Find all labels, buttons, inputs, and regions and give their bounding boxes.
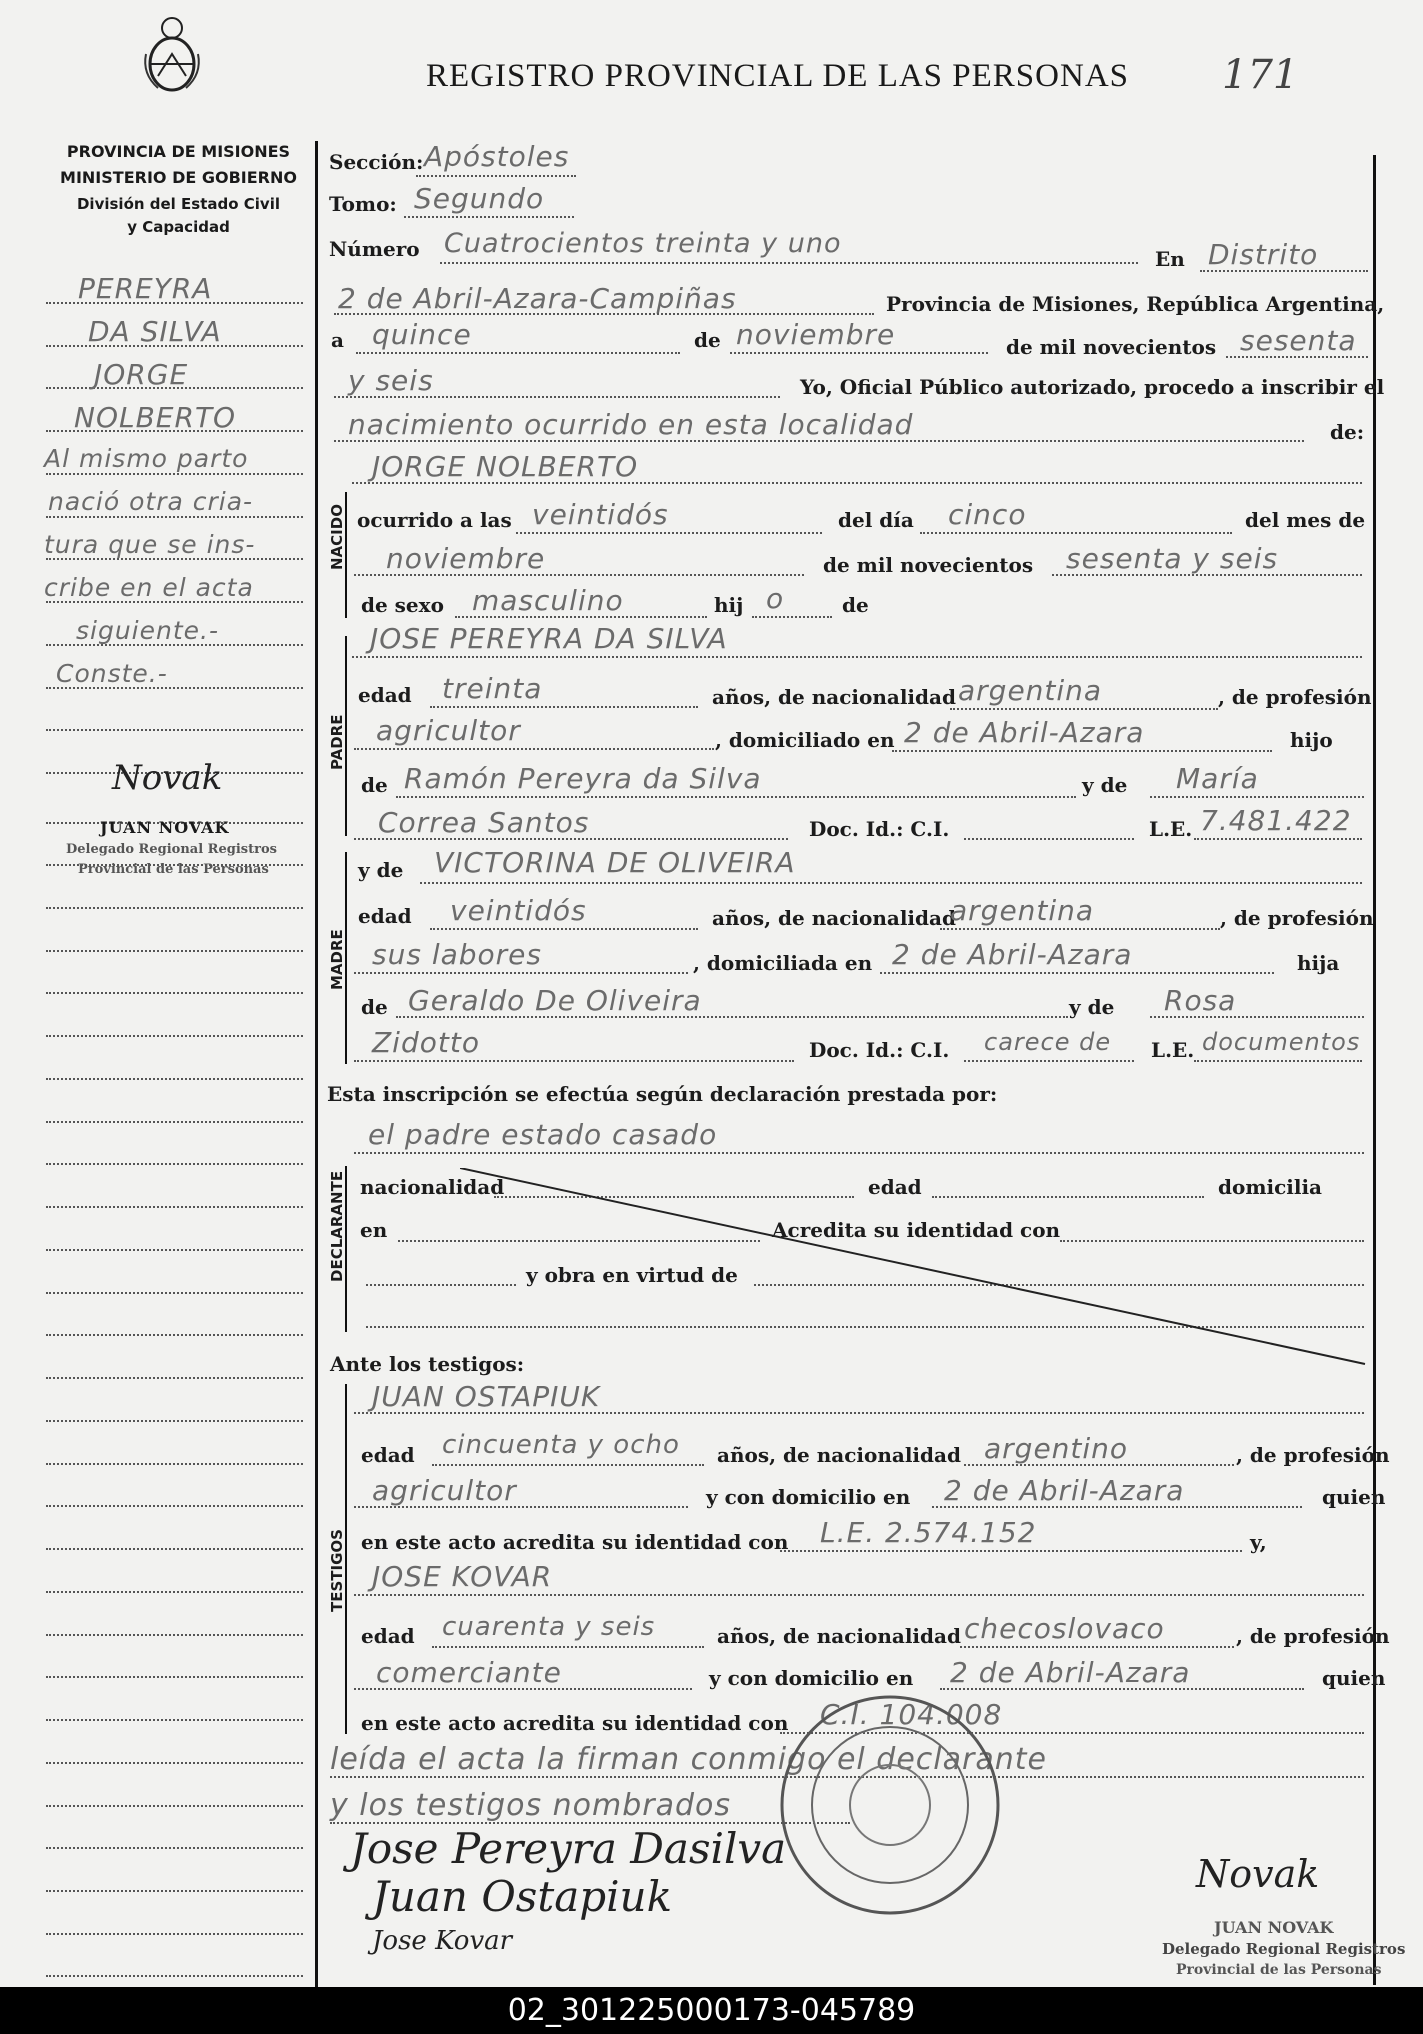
value-madre-ci: carece de — [984, 1028, 1112, 1056]
label-mil-novecientos: de mil novecientos — [1006, 335, 1217, 359]
margin-note-line: Al mismo parto — [44, 444, 249, 473]
label-seccion: Sección: — [329, 150, 424, 174]
label-t2-quien: quien — [1322, 1666, 1386, 1690]
label-decl-domicilia: domicilia — [1218, 1175, 1323, 1199]
label-t1-edad: edad — [361, 1443, 415, 1467]
signature-testigo1: Juan Ostapiuk — [372, 1872, 673, 1921]
value-anio-nac: sesenta y seis — [1066, 542, 1279, 575]
margin-note-line: PEREYRA — [78, 272, 213, 305]
label-del-mes: del mes de — [1245, 508, 1366, 532]
official-seal-icon — [775, 1690, 1005, 1920]
label-decl-en: en — [360, 1218, 388, 1242]
value-nombre: JORGE NOLBERTO — [372, 450, 639, 483]
issuer-province: PROVINCIA DE MISIONES — [66, 142, 291, 161]
label-testigos: Ante los testigos: — [330, 1352, 525, 1376]
value-testigo1-dom: 2 de Abril-Azara — [944, 1474, 1185, 1507]
cancellation-line — [460, 1168, 1370, 1368]
label-madre-doc: Doc. Id.: C.I. — [809, 1038, 950, 1062]
margin-note-line: Conste.- — [56, 659, 168, 688]
value-madre-le: documentos — [1202, 1028, 1361, 1056]
value-padre-prof: agricultor — [376, 714, 521, 747]
value-declarante: el padre estado casado — [368, 1118, 718, 1151]
label-provincia: Provincia de Misiones, República Argentina, — [886, 292, 1385, 316]
label-de-colon: de: — [1330, 420, 1365, 444]
section-padre: PADRE — [328, 714, 346, 770]
coat-of-arms-icon — [138, 14, 206, 94]
issuer-block — [56, 139, 301, 237]
label-en: En — [1155, 247, 1185, 271]
value-testigo2-edad: cuarenta y seis — [442, 1612, 656, 1642]
label-madre-hija: hija — [1297, 951, 1340, 975]
margin-note-line: nació otra cria- — [48, 487, 254, 516]
closing-line-1: leída el acta la firman conmigo el declarante — [330, 1742, 1047, 1777]
oficial-name: JUAN NOVAK — [1214, 1918, 1334, 1937]
margin-signer-title: Delegado Regional Registros — [66, 842, 277, 857]
label-padre-nac: años, de nacionalidad — [712, 685, 956, 709]
margin-note-line: NOLBERTO — [74, 401, 237, 434]
right-margin-rule — [1373, 155, 1376, 1985]
value-padre-le: 7.481.422 — [1200, 804, 1352, 837]
label-t2-dom: y con domicilio en — [709, 1666, 914, 1690]
closing-line-2: y los testigos nombrados — [330, 1788, 732, 1823]
value-padre-nombre: JOSE PEREYRA DA SILVA — [370, 622, 728, 655]
issuer-division: División del Estado Civil — [76, 195, 280, 213]
margin-note-line: JORGE — [94, 358, 189, 391]
value-padre-hijo-de: Ramón Pereyra da Silva — [404, 762, 762, 795]
value-sexo: masculino — [472, 584, 624, 617]
value-hij: o — [766, 582, 785, 615]
label-sexo: de sexo — [361, 593, 444, 617]
label-madre-le: L.E. — [1151, 1038, 1195, 1062]
label-t1-prof: , de profesión — [1236, 1443, 1390, 1467]
label-ocurrido: ocurrido a las — [357, 508, 512, 532]
margin-signer-office: Provincial de las Personas — [78, 862, 269, 877]
label-decl-acredita: Acredita su identidad con — [772, 1218, 1061, 1242]
label-t2-edad: edad — [361, 1624, 415, 1648]
value-madre-prof: sus labores — [372, 938, 542, 971]
value-madre-edad: veintidós — [450, 894, 587, 927]
section-testigos: TESTIGOS — [328, 1529, 346, 1612]
label-madre-dom: , domiciliada en — [693, 951, 873, 975]
value-madre-hija-de: Geraldo De Oliveira — [408, 984, 702, 1017]
label-del-dia: del día — [838, 508, 914, 532]
value-testigo2-nac: checoslovaco — [964, 1612, 1165, 1645]
issuer-ministry: MINISTERIO DE GOBIERNO — [60, 168, 297, 187]
section-madre: MADRE — [328, 929, 346, 990]
value-padre-edad: treinta — [442, 672, 543, 705]
label-decl-edad: edad — [868, 1175, 922, 1199]
document-title: REGISTRO PROVINCIAL DE LAS PERSONAS — [426, 58, 1130, 94]
value-dia-nac: cinco — [948, 498, 1027, 531]
label-madre-y-de: y de — [358, 858, 404, 882]
value-numero: Cuatrocientos treinta y uno — [444, 228, 842, 259]
value-testigo1-prof: agricultor — [372, 1474, 517, 1507]
signature-oficial: Novak — [1196, 1852, 1320, 1896]
value-madre-dom: 2 de Abril-Azara — [892, 938, 1133, 971]
value-inscribir: nacimiento ocurrido en esta localidad — [348, 408, 914, 441]
label-a: a — [331, 328, 344, 352]
label-decl-obra: y obra en virtud de — [526, 1263, 738, 1287]
label-hij: hij — [714, 593, 744, 617]
label-declaracion: Esta inscripción se efectúa según declaración prestada por: — [327, 1082, 998, 1106]
signature-testigo2: Jose Kovar — [372, 1926, 513, 1956]
section-declarante: DECLARANTE — [328, 1170, 346, 1282]
value-madre-nac: argentina — [950, 894, 1095, 927]
value-testigo2-prof: comerciante — [376, 1656, 562, 1689]
label-t1-y: y, — [1250, 1530, 1267, 1554]
label-t2-prof: , de profesión — [1236, 1624, 1390, 1648]
label-madre-edad: edad — [358, 904, 412, 928]
signature-padre: Jose Pereyra Dasilva — [350, 1824, 787, 1873]
value-anio-1: sesenta — [1240, 324, 1357, 357]
label-decl-nacionalidad: nacionalidad — [360, 1175, 505, 1199]
value-seccion: Apóstoles — [424, 140, 570, 173]
value-mes-nac: noviembre — [386, 542, 546, 575]
value-padre-madre-ap: Correa Santos — [378, 806, 590, 839]
value-en-1: Distrito — [1208, 238, 1319, 271]
label-padre-doc: Doc. Id.: C.I. — [809, 817, 950, 841]
value-tomo: Segundo — [414, 182, 545, 215]
footer-code: 02_301225000173-045789 — [0, 1987, 1423, 2034]
label-madre-prof: , de profesión — [1220, 906, 1374, 930]
margin-note-line: DA SILVA — [88, 315, 222, 348]
left-margin-rule — [315, 141, 318, 2001]
value-dia: quince — [372, 318, 472, 351]
value-testigo2-nombre: JOSE KOVAR — [372, 1560, 553, 1593]
value-padre-dom: 2 de Abril-Azara — [904, 716, 1145, 749]
label-madre-y-de2: y de — [1069, 995, 1115, 1019]
value-hora: veintidós — [532, 498, 669, 531]
label-de-sexo: de — [842, 593, 869, 617]
label-t2-nac: años, de nacionalidad — [717, 1624, 961, 1648]
section-nacido: NACIDO — [328, 504, 346, 570]
value-en-2: 2 de Abril-Azara-Campiñas — [338, 282, 737, 315]
label-yo: Yo, Oficial Público autorizado, procedo a inscribir el — [800, 375, 1385, 399]
label-madre-nac: años, de nacionalidad — [712, 906, 956, 930]
label-padre-y-de: y de — [1082, 773, 1128, 797]
label-t1-quien: quien — [1322, 1485, 1386, 1509]
value-padre-y-de: María — [1176, 762, 1259, 795]
label-t1-acredita: en este acto acredita su identidad con — [361, 1530, 789, 1554]
issuer-division2: y Capacidad — [127, 218, 230, 236]
value-testigo1-edad: cincuenta y ocho — [442, 1430, 680, 1460]
oficial-title: Delegado Regional Registros — [1162, 1940, 1406, 1958]
label-madre-de: de — [361, 995, 388, 1019]
label-tomo: Tomo: — [329, 192, 397, 216]
margin-signature: Novak — [112, 758, 223, 798]
value-testigo2-doc: C.I. 104.008 — [820, 1698, 1003, 1731]
label-t2-acredita: en este acto acredita su identidad con — [361, 1711, 789, 1735]
value-testigo1-doc: L.E. 2.574.152 — [820, 1516, 1037, 1549]
value-madre-y-de: Rosa — [1164, 984, 1237, 1017]
margin-signer-name: JUAN NOVAK — [100, 818, 230, 837]
page-number: 171 — [1222, 52, 1299, 98]
label-padre-edad: edad — [358, 683, 412, 707]
label-numero: Número — [329, 237, 420, 261]
label-padre-le: L.E. — [1149, 817, 1193, 841]
value-testigo1-nac: argentino — [984, 1432, 1129, 1465]
oficial-office: Provincial de las Personas — [1176, 1962, 1382, 1978]
margin-note-line: cribe en el acta — [44, 573, 254, 602]
value-padre-nac: argentina — [958, 674, 1103, 707]
value-anio-2: y seis — [348, 364, 434, 397]
label-padre-de: de — [361, 773, 388, 797]
value-testigo2-dom: 2 de Abril-Azara — [950, 1656, 1191, 1689]
value-madre-madre-ap: Zidotto — [372, 1026, 480, 1059]
label-de: de — [694, 328, 721, 352]
value-madre-nombre: VICTORINA DE OLIVEIRA — [434, 846, 796, 879]
margin-note-line: tura que se ins- — [44, 530, 256, 559]
label-mil-novecientos2: de mil novecientos — [823, 553, 1034, 577]
label-padre-hijo: hijo — [1290, 728, 1333, 752]
value-testigo1-nombre: JUAN OSTAPIUK — [372, 1380, 601, 1413]
value-mes: noviembre — [736, 318, 896, 351]
label-padre-dom: , domiciliado en — [715, 728, 895, 752]
label-t1-nac: años, de nacionalidad — [717, 1443, 961, 1467]
margin-note-line: siguiente.- — [76, 616, 220, 645]
label-t1-dom: y con domicilio en — [706, 1485, 911, 1509]
label-padre-prof: , de profesión — [1218, 685, 1372, 709]
